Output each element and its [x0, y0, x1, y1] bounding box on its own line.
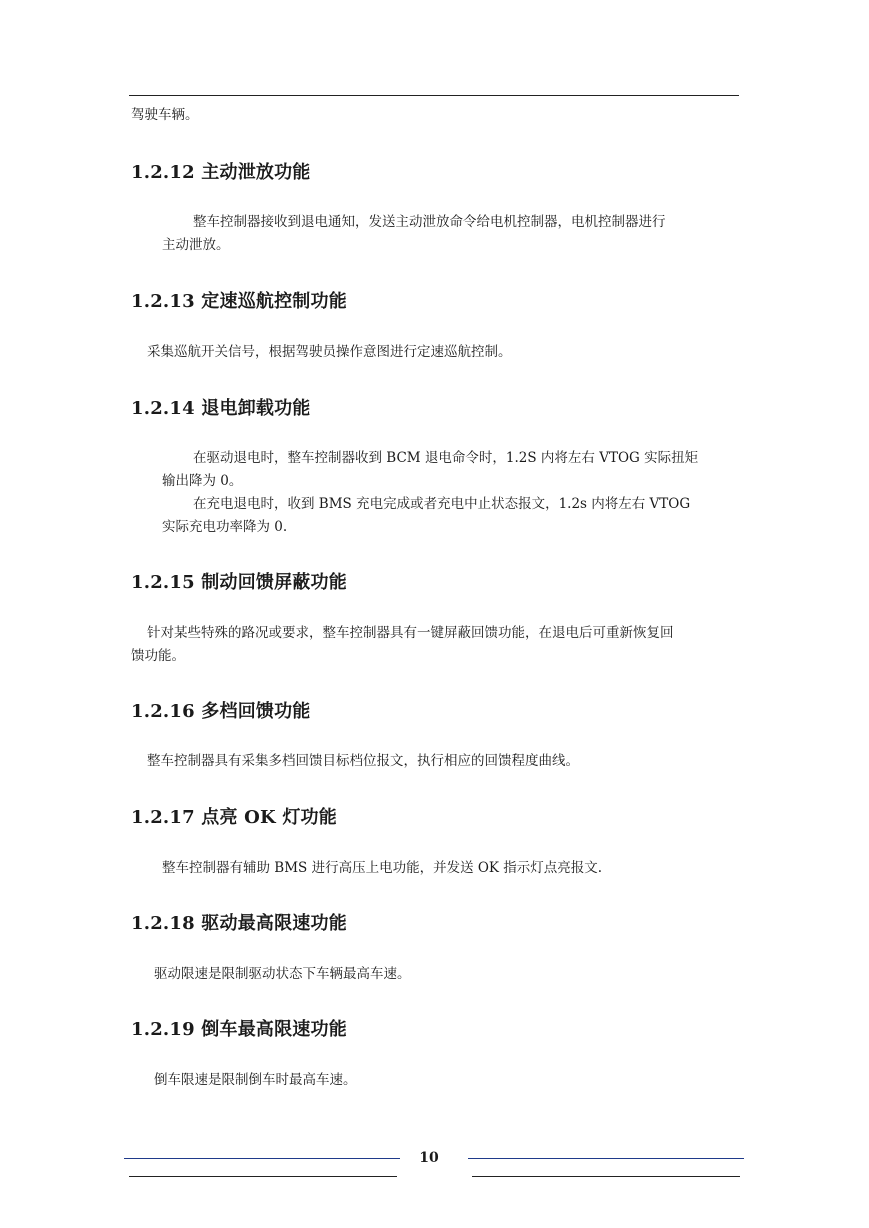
footer-rule-right-blue	[468, 1158, 744, 1159]
section-heading-1-2-16: 1.2.16 多档回馈功能	[131, 701, 311, 722]
paragraph-line: 倒车限速是限制倒车时最高车速。	[154, 1072, 357, 1088]
paragraph-line: 整车控制器具有采集多档回馈目标档位报文，执行相应的回馈程度曲线。	[147, 753, 579, 769]
section-heading-1-2-12: 1.2.12 主动泄放功能	[131, 162, 311, 183]
section-heading-1-2-19: 1.2.19 倒车最高限速功能	[131, 1019, 347, 1040]
section-heading-1-2-14: 1.2.14 退电卸载功能	[131, 398, 311, 419]
header-rule	[129, 95, 739, 96]
section-heading-1-2-13: 1.2.13 定速巡航控制功能	[131, 291, 347, 312]
paragraph-line: 输出降为 0。	[162, 473, 243, 489]
paragraph-line: 驱动限速是限制驱动状态下车辆最高车速。	[154, 966, 411, 982]
footer-rule-left-black	[129, 1176, 397, 1177]
section-heading-1-2-17: 1.2.17 点亮 OK 灯功能	[131, 807, 337, 828]
paragraph-line: 采集巡航开关信号，根据驾驶员操作意图进行定速巡航控制。	[147, 344, 512, 360]
paragraph-line: 馈功能。	[131, 648, 185, 664]
page-number: 10	[419, 1150, 439, 1166]
section-heading-1-2-15: 1.2.15 制动回馈屏蔽功能	[131, 572, 347, 593]
paragraph-line: 整车控制器接收到退电通知，发送主动泄放命令给电机控制器，电机控制器进行	[193, 214, 666, 230]
paragraph-line: 实际充电功率降为 0.	[162, 519, 288, 535]
intro-text: 驾驶车辆。	[131, 107, 199, 123]
paragraph-line: 在驱动退电时，整车控制器收到 BCM 退电命令时，1.2S 内将左右 VTOG 实际扭矩	[193, 450, 699, 466]
paragraph-line: 在充电退电时，收到 BMS 充电完成或者充电中止状态报文，1.2s 内将左右 VTOG	[193, 496, 691, 512]
footer-rule-left-blue	[124, 1158, 400, 1159]
footer-rule-right-black	[472, 1176, 740, 1177]
section-heading-1-2-18: 1.2.18 驱动最高限速功能	[131, 913, 347, 934]
paragraph-line: 针对某些特殊的路况或要求，整车控制器具有一键屏蔽回馈功能，在退电后可重新恢复回	[147, 625, 674, 641]
paragraph-line: 整车控制器有辅助 BMS 进行高压上电功能，并发送 OK 指示灯点亮报文.	[162, 860, 603, 876]
paragraph-line: 主动泄放。	[162, 237, 230, 253]
